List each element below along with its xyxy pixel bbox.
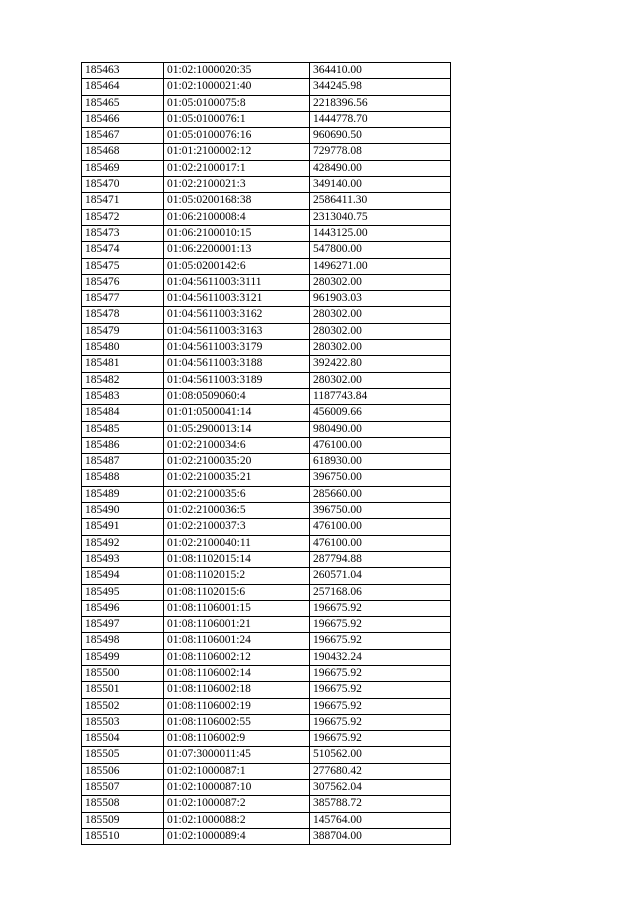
cadastral-code-cell: 01:08:1106002:55 — [164, 714, 310, 730]
row-id-cell: 185463 — [82, 63, 164, 79]
amount-cell: 196675.92 — [310, 682, 451, 698]
table-row — [82, 193, 451, 209]
row-id-cell: 185476 — [82, 274, 164, 290]
table-row — [82, 160, 451, 176]
table-row — [82, 388, 451, 404]
row-id-cell: 185492 — [82, 535, 164, 551]
table-row — [82, 307, 451, 323]
table-row — [82, 584, 451, 600]
row-id-cell: 185472 — [82, 209, 164, 225]
amount-cell: 396750.00 — [310, 503, 451, 519]
row-id-cell: 185495 — [82, 584, 164, 600]
amount-cell: 428490.00 — [310, 160, 451, 176]
amount-cell: 196675.92 — [310, 617, 451, 633]
amount-cell: 280302.00 — [310, 372, 451, 388]
cadastral-code-cell: 01:05:0200168:38 — [164, 193, 310, 209]
row-id-cell: 185482 — [82, 372, 164, 388]
row-id-cell: 185501 — [82, 682, 164, 698]
table-row — [82, 731, 451, 747]
amount-cell: 961903.03 — [310, 291, 451, 307]
row-id-cell: 185505 — [82, 747, 164, 763]
table-row — [82, 503, 451, 519]
table-row — [82, 763, 451, 779]
amount-cell: 280302.00 — [310, 340, 451, 356]
cadastral-code-cell: 01:02:2100034:6 — [164, 437, 310, 453]
cadastral-code-cell: 01:02:2100036:5 — [164, 503, 310, 519]
table-row — [82, 356, 451, 372]
table-row — [82, 698, 451, 714]
amount-cell: 2218396.56 — [310, 95, 451, 111]
cadastral-code-cell: 01:07:3000011:45 — [164, 747, 310, 763]
row-id-cell: 185475 — [82, 258, 164, 274]
cadastral-code-cell: 01:02:2100017:1 — [164, 160, 310, 176]
row-id-cell: 185485 — [82, 421, 164, 437]
cadastral-code-cell: 01:08:1102015:2 — [164, 568, 310, 584]
table-row — [82, 665, 451, 681]
table-row — [82, 209, 451, 225]
amount-cell: 280302.00 — [310, 274, 451, 290]
cadastral-code-cell: 01:08:1106002:19 — [164, 698, 310, 714]
table-row — [82, 519, 451, 535]
cadastral-code-cell: 01:04:5611003:3179 — [164, 340, 310, 356]
amount-cell: 364410.00 — [310, 63, 451, 79]
table-row — [82, 274, 451, 290]
cadastral-code-cell: 01:06:2100008:4 — [164, 209, 310, 225]
row-id-cell: 185506 — [82, 763, 164, 779]
row-id-cell: 185499 — [82, 649, 164, 665]
row-id-cell: 185469 — [82, 160, 164, 176]
table-row — [82, 470, 451, 486]
row-id-cell: 185510 — [82, 828, 164, 844]
row-id-cell: 185489 — [82, 486, 164, 502]
row-id-cell: 185484 — [82, 405, 164, 421]
cadastral-code-cell: 01:02:2100037:3 — [164, 519, 310, 535]
amount-cell: 196675.92 — [310, 731, 451, 747]
table-row — [82, 812, 451, 828]
amount-cell: 280302.00 — [310, 307, 451, 323]
amount-cell: 980490.00 — [310, 421, 451, 437]
amount-cell: 476100.00 — [310, 519, 451, 535]
table-row — [82, 258, 451, 274]
amount-cell: 257168.06 — [310, 584, 451, 600]
amount-cell: 285660.00 — [310, 486, 451, 502]
table-row — [82, 714, 451, 730]
amount-cell: 729778.08 — [310, 144, 451, 160]
amount-cell: 396750.00 — [310, 470, 451, 486]
amount-cell: 456009.66 — [310, 405, 451, 421]
table-row — [82, 291, 451, 307]
amount-cell: 190432.24 — [310, 649, 451, 665]
cadastral-code-cell: 01:06:2200001:13 — [164, 242, 310, 258]
table-row — [82, 437, 451, 453]
row-id-cell: 185478 — [82, 307, 164, 323]
amount-cell: 196675.92 — [310, 633, 451, 649]
amount-cell: 1187743.84 — [310, 388, 451, 404]
row-id-cell: 185508 — [82, 796, 164, 812]
row-id-cell: 185498 — [82, 633, 164, 649]
amount-cell: 618930.00 — [310, 454, 451, 470]
table-row — [82, 454, 451, 470]
table-row — [82, 649, 451, 665]
amount-cell: 388704.00 — [310, 828, 451, 844]
amount-cell: 277680.42 — [310, 763, 451, 779]
row-id-cell: 185488 — [82, 470, 164, 486]
cadastral-code-cell: 01:08:0509060:4 — [164, 388, 310, 404]
cadastral-code-cell: 01:08:1102015:14 — [164, 551, 310, 567]
table-row — [82, 617, 451, 633]
cadastral-code-cell: 01:08:1106002:9 — [164, 731, 310, 747]
amount-cell: 1443125.00 — [310, 225, 451, 241]
row-id-cell: 185509 — [82, 812, 164, 828]
amount-cell: 2313040.75 — [310, 209, 451, 225]
row-id-cell: 185465 — [82, 95, 164, 111]
table-row — [82, 551, 451, 567]
table-row — [82, 535, 451, 551]
amount-cell: 196675.92 — [310, 600, 451, 616]
table-row — [82, 225, 451, 241]
row-id-cell: 185479 — [82, 323, 164, 339]
cadastral-code-cell: 01:08:1106002:18 — [164, 682, 310, 698]
cadastral-code-cell: 01:02:2100035:6 — [164, 486, 310, 502]
row-id-cell: 185474 — [82, 242, 164, 258]
table-row — [82, 600, 451, 616]
row-id-cell: 185481 — [82, 356, 164, 372]
amount-cell: 260571.04 — [310, 568, 451, 584]
row-id-cell: 185494 — [82, 568, 164, 584]
row-id-cell: 185497 — [82, 617, 164, 633]
cadastral-code-cell: 01:08:1106002:14 — [164, 665, 310, 681]
cadastral-code-cell: 01:05:2900013:14 — [164, 421, 310, 437]
amount-cell: 476100.00 — [310, 437, 451, 453]
amount-cell: 392422.80 — [310, 356, 451, 372]
amount-cell: 196675.92 — [310, 714, 451, 730]
table-row — [82, 633, 451, 649]
cadastral-code-cell: 01:02:2100035:20 — [164, 454, 310, 470]
cadastral-code-cell: 01:08:1102015:6 — [164, 584, 310, 600]
table-row — [82, 177, 451, 193]
table-row — [82, 780, 451, 796]
cadastral-code-cell: 01:02:1000089:4 — [164, 828, 310, 844]
row-id-cell: 185483 — [82, 388, 164, 404]
amount-cell: 307562.04 — [310, 780, 451, 796]
table-row — [82, 79, 451, 95]
amount-cell: 145764.00 — [310, 812, 451, 828]
row-id-cell: 185500 — [82, 665, 164, 681]
row-id-cell: 185464 — [82, 79, 164, 95]
row-id-cell: 185473 — [82, 225, 164, 241]
row-id-cell: 185502 — [82, 698, 164, 714]
cadastral-code-cell: 01:04:5611003:3163 — [164, 323, 310, 339]
table-row — [82, 486, 451, 502]
cadastral-code-cell: 01:08:1106001:21 — [164, 617, 310, 633]
amount-cell: 476100.00 — [310, 535, 451, 551]
cadastral-code-cell: 01:04:5611003:3188 — [164, 356, 310, 372]
cadastral-code-cell: 01:06:2100010:15 — [164, 225, 310, 241]
cadastral-code-cell: 01:08:1106001:15 — [164, 600, 310, 616]
amount-cell: 1496271.00 — [310, 258, 451, 274]
row-id-cell: 185491 — [82, 519, 164, 535]
table-row — [82, 568, 451, 584]
cadastral-code-cell: 01:04:5611003:3121 — [164, 291, 310, 307]
row-id-cell: 185503 — [82, 714, 164, 730]
row-id-cell: 185496 — [82, 600, 164, 616]
amount-cell: 287794.88 — [310, 551, 451, 567]
amount-cell: 349140.00 — [310, 177, 451, 193]
table-row — [82, 828, 451, 844]
row-id-cell: 185487 — [82, 454, 164, 470]
cadastral-code-cell: 01:05:0100076:1 — [164, 111, 310, 127]
cadastral-code-cell: 01:02:1000087:2 — [164, 796, 310, 812]
row-id-cell: 185480 — [82, 340, 164, 356]
amount-cell: 196675.92 — [310, 698, 451, 714]
table-row — [82, 323, 451, 339]
table-row — [82, 340, 451, 356]
row-id-cell: 185504 — [82, 731, 164, 747]
row-id-cell: 185490 — [82, 503, 164, 519]
amount-cell: 1444778.70 — [310, 111, 451, 127]
amount-cell: 547800.00 — [310, 242, 451, 258]
amount-cell: 510562.00 — [310, 747, 451, 763]
cadastral-code-cell: 01:02:1000087:1 — [164, 763, 310, 779]
cadastral-code-cell: 01:02:1000021:40 — [164, 79, 310, 95]
amount-cell: 344245.98 — [310, 79, 451, 95]
table-row — [82, 796, 451, 812]
row-id-cell: 185493 — [82, 551, 164, 567]
amount-cell: 280302.00 — [310, 323, 451, 339]
cadastral-code-cell: 01:05:0100076:16 — [164, 128, 310, 144]
amount-cell: 196675.92 — [310, 665, 451, 681]
amount-cell: 385788.72 — [310, 796, 451, 812]
cadastral-code-cell: 01:04:5611003:3111 — [164, 274, 310, 290]
amount-cell: 960690.50 — [310, 128, 451, 144]
row-id-cell: 185467 — [82, 128, 164, 144]
table-row — [82, 111, 451, 127]
table-row — [82, 63, 451, 79]
cadastral-code-cell: 01:08:1106002:12 — [164, 649, 310, 665]
cadastral-code-cell: 01:02:2100040:11 — [164, 535, 310, 551]
cadastral-code-cell: 01:05:0100075:8 — [164, 95, 310, 111]
cadastral-code-cell: 01:01:0500041:14 — [164, 405, 310, 421]
cadastral-code-cell: 01:08:1106001:24 — [164, 633, 310, 649]
table-row — [82, 95, 451, 111]
row-id-cell: 185507 — [82, 780, 164, 796]
row-id-cell: 185466 — [82, 111, 164, 127]
row-id-cell: 185471 — [82, 193, 164, 209]
data-table — [81, 62, 451, 845]
row-id-cell: 185468 — [82, 144, 164, 160]
cadastral-code-cell: 01:04:5611003:3189 — [164, 372, 310, 388]
cadastral-code-cell: 01:01:2100002:12 — [164, 144, 310, 160]
cadastral-code-cell: 01:02:2100021:3 — [164, 177, 310, 193]
cadastral-code-cell: 01:02:1000088:2 — [164, 812, 310, 828]
row-id-cell: 185477 — [82, 291, 164, 307]
table-row — [82, 372, 451, 388]
table-row — [82, 144, 451, 160]
table-row — [82, 128, 451, 144]
amount-cell: 2586411.30 — [310, 193, 451, 209]
table-row — [82, 747, 451, 763]
cadastral-code-cell: 01:02:1000087:10 — [164, 780, 310, 796]
cadastral-code-cell: 01:02:1000020:35 — [164, 63, 310, 79]
table-row — [82, 242, 451, 258]
table-row — [82, 682, 451, 698]
table-row — [82, 405, 451, 421]
cadastral-code-cell: 01:02:2100035:21 — [164, 470, 310, 486]
row-id-cell: 185470 — [82, 177, 164, 193]
table-row — [82, 421, 451, 437]
table-body — [82, 63, 451, 845]
cadastral-code-cell: 01:04:5611003:3162 — [164, 307, 310, 323]
cadastral-code-cell: 01:05:0200142:6 — [164, 258, 310, 274]
row-id-cell: 185486 — [82, 437, 164, 453]
